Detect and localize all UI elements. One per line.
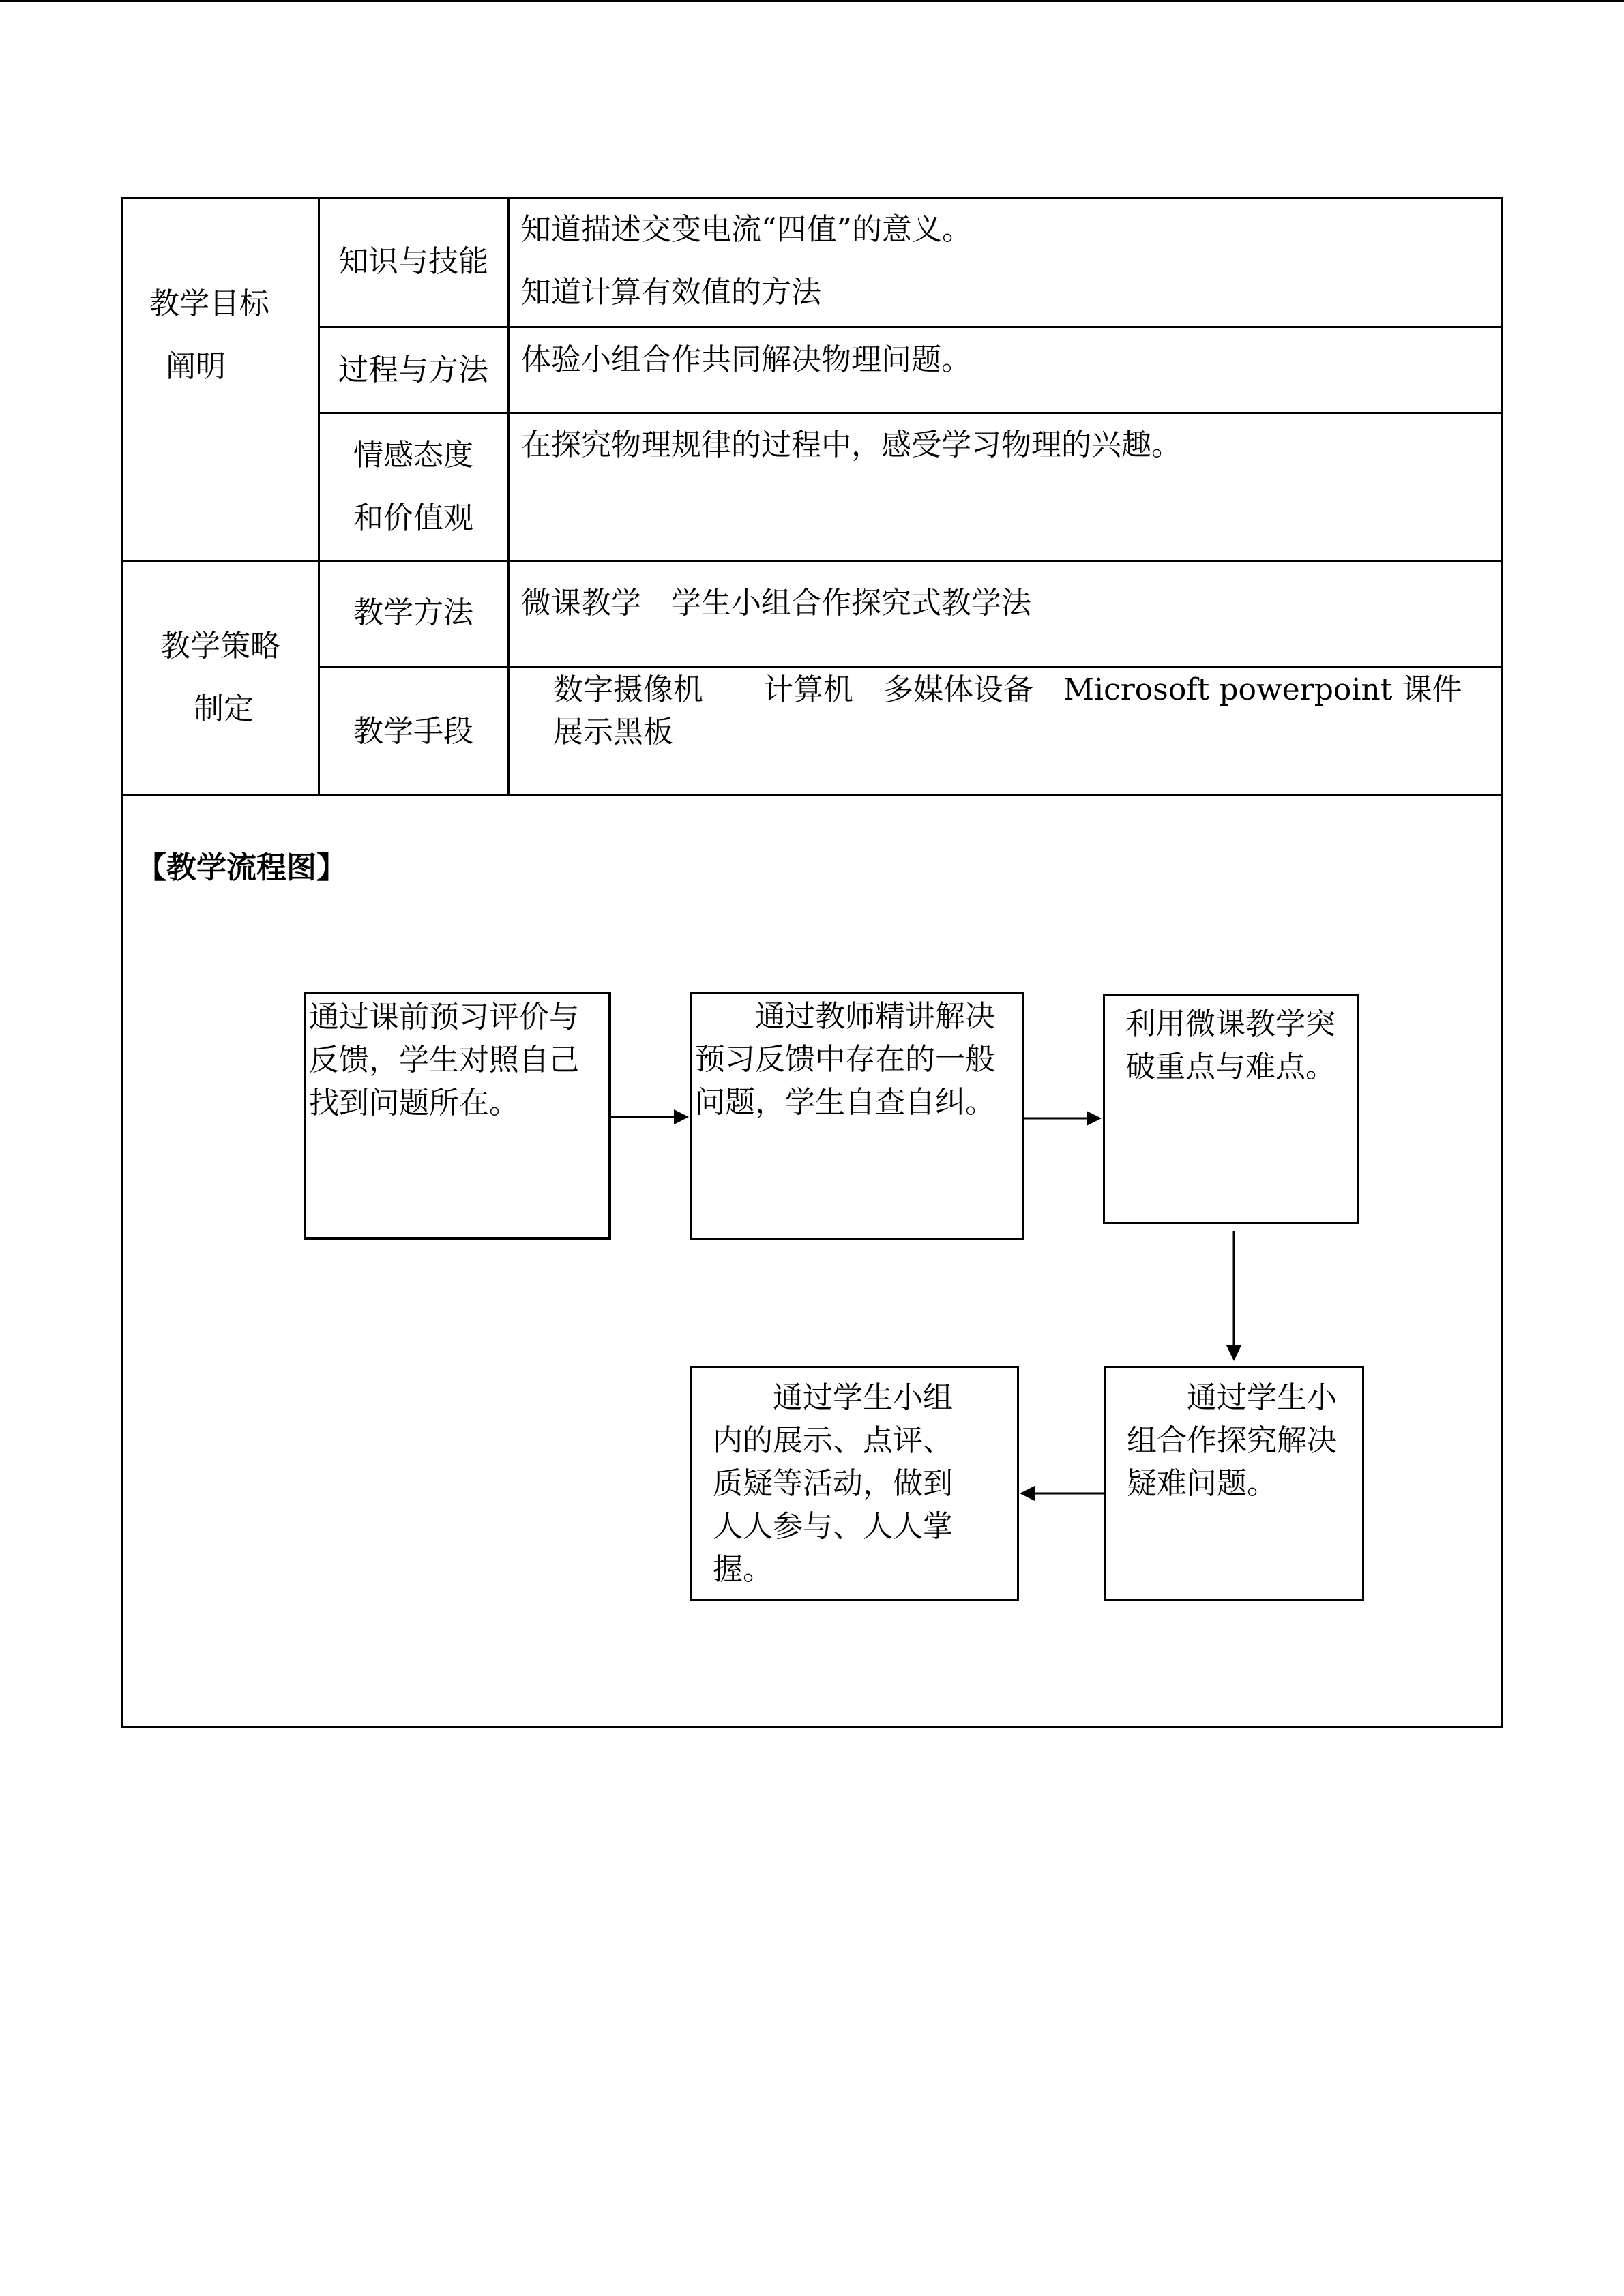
flow-step-2 [690, 992, 1024, 1240]
row-divider-strategy [121, 794, 1503, 796]
knowledge-content-line2: 知道计算有效值的方法 [521, 275, 821, 310]
flowchart-heading: 【教学流程图】 [136, 850, 346, 885]
emotion-content: 在探究物理规律的过程中，感受学习物理的兴趣。 [521, 428, 1181, 462]
flow-step-1 [304, 992, 611, 1240]
method-label: 教学方法 [353, 595, 473, 630]
objectives-label-line1: 教学目标 [149, 286, 269, 321]
strategy-label-line2: 制定 [194, 691, 254, 726]
col-divider-1 [318, 197, 320, 796]
flow-step-5-text: 通过学生小组内的展示、点评、质疑等活动，做到人人参与、人人掌握。 [713, 1380, 953, 1587]
knowledge-content-line1: 知道描述交变电流“四值”的意义。 [521, 212, 972, 247]
flow-step-4 [1104, 1366, 1364, 1601]
emotion-label-line2: 和价值观 [353, 501, 473, 535]
strategy-label-line1: 教学策略 [160, 629, 280, 664]
flow-step-3 [1103, 994, 1359, 1224]
process-label: 过程与方法 [338, 353, 488, 387]
col-divider-2 [507, 197, 510, 796]
flow-step-2-text: 通过教师精讲解决预习反馈中存在的一般问题，学生自查自纠。 [695, 999, 995, 1120]
means-content-line1: 数字摄像机 计算机 多媒体设备 Microsoft powerpoint 课件 [553, 672, 1462, 707]
knowledge-label: 知识与技能 [338, 244, 488, 279]
row-divider-objectives [121, 560, 1503, 562]
row-divider-knowledge [318, 326, 1503, 328]
means-label: 教学手段 [353, 714, 473, 749]
objectives-label-line2: 阐明 [166, 349, 226, 384]
page-top-rule [0, 0, 1624, 2]
means-content-line2: 展示黑板 [553, 715, 673, 749]
flow-step-4-text: 通过学生小组合作探究解决疑难问题。 [1127, 1380, 1337, 1501]
process-content: 体验小组合作共同解决物理问题。 [521, 342, 971, 377]
flow-step-1-text: 通过课前预习评价与反馈，学生对照自己找到问题所在。 [309, 1000, 579, 1120]
emotion-label-line1: 情感态度 [353, 438, 473, 473]
method-content: 微课教学 学生小组合作探究式教学法 [521, 586, 1031, 621]
flow-step-3-text: 利用微课教学突破重点与难点。 [1125, 1007, 1335, 1084]
flow-step-5 [690, 1366, 1019, 1601]
